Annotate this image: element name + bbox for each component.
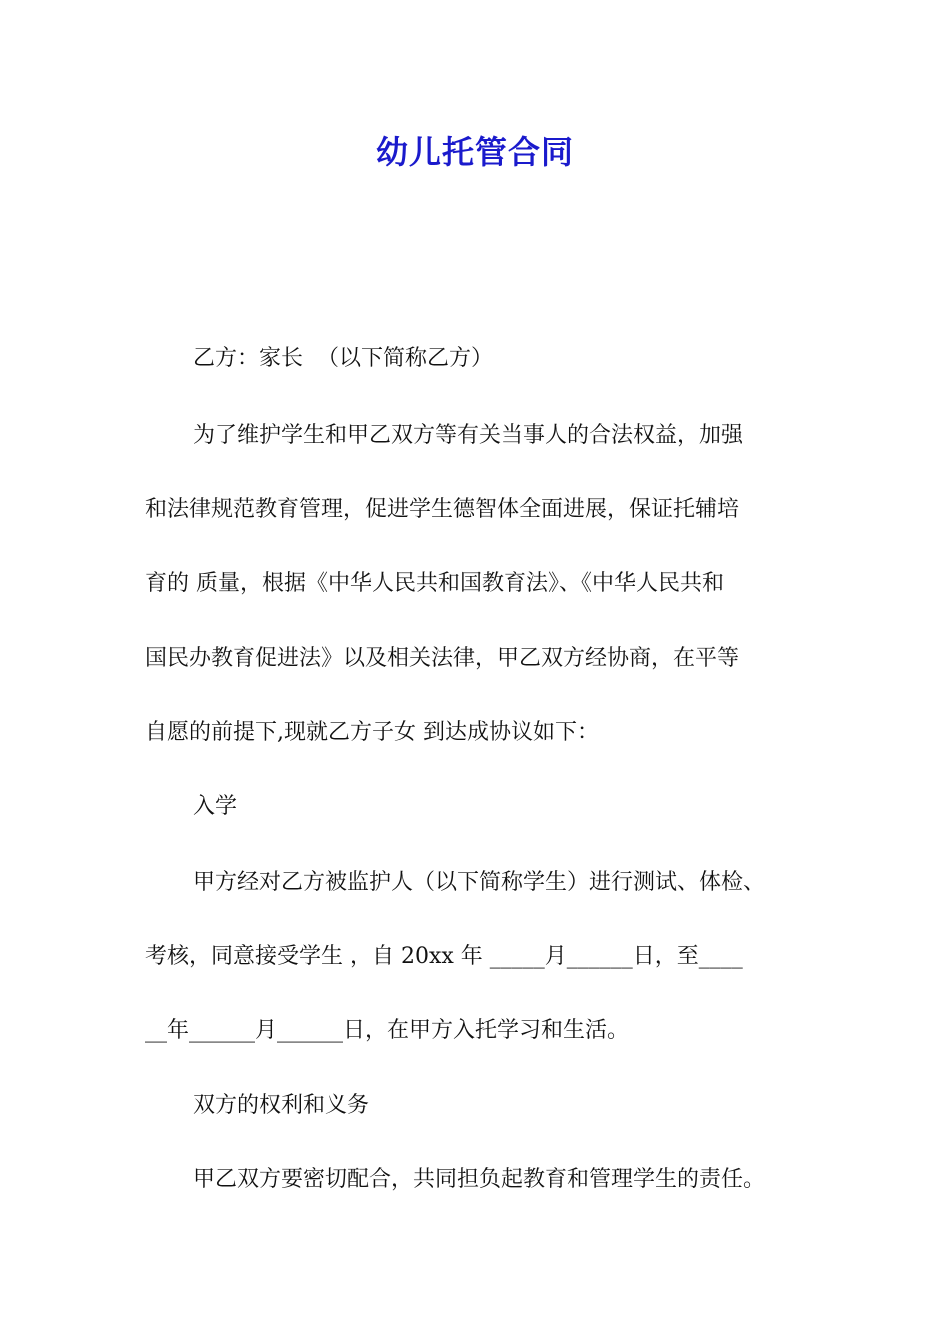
document-title: 幼儿托管合同 [375, 133, 574, 171]
paragraph-line: __年______月______日，在甲方入托学习和生活。 [145, 1018, 630, 1043]
paragraph-line: 和法律规范教育管理，促进学生德智体全面进展，保证托辅培 [145, 497, 740, 522]
paragraph-line: 考核，同意接受学生 ，自 20xx 年 _____月______日，至____ [145, 944, 743, 969]
paragraph-line: 为了维护学生和甲乙双方等有关当事人的合法权益，加强 [193, 423, 744, 448]
paragraph-line: 国民办教育促进法》以及相关法律，甲乙双方经协商，在平等 [145, 646, 740, 671]
section-heading-rights: 双方的权利和义务 [193, 1093, 370, 1118]
party-b-line: 乙方：家长 （以下简称乙方） [193, 346, 493, 371]
paragraph-line: 甲乙双方要密切配合，共同担负起教育和管理学生的责任。 [193, 1167, 766, 1192]
paragraph-line: 自愿的前提下,现就乙方子女 到达成协议如下： [145, 720, 599, 745]
paragraph-line: 育的 质量，根据《中华人民共和国教育法》、《中华人民共和 [145, 571, 724, 596]
section-heading-enrollment: 入学 [193, 794, 238, 819]
paragraph-line: 甲方经对乙方被监护人（以下简称学生）进行测试、体检、 [193, 870, 766, 895]
